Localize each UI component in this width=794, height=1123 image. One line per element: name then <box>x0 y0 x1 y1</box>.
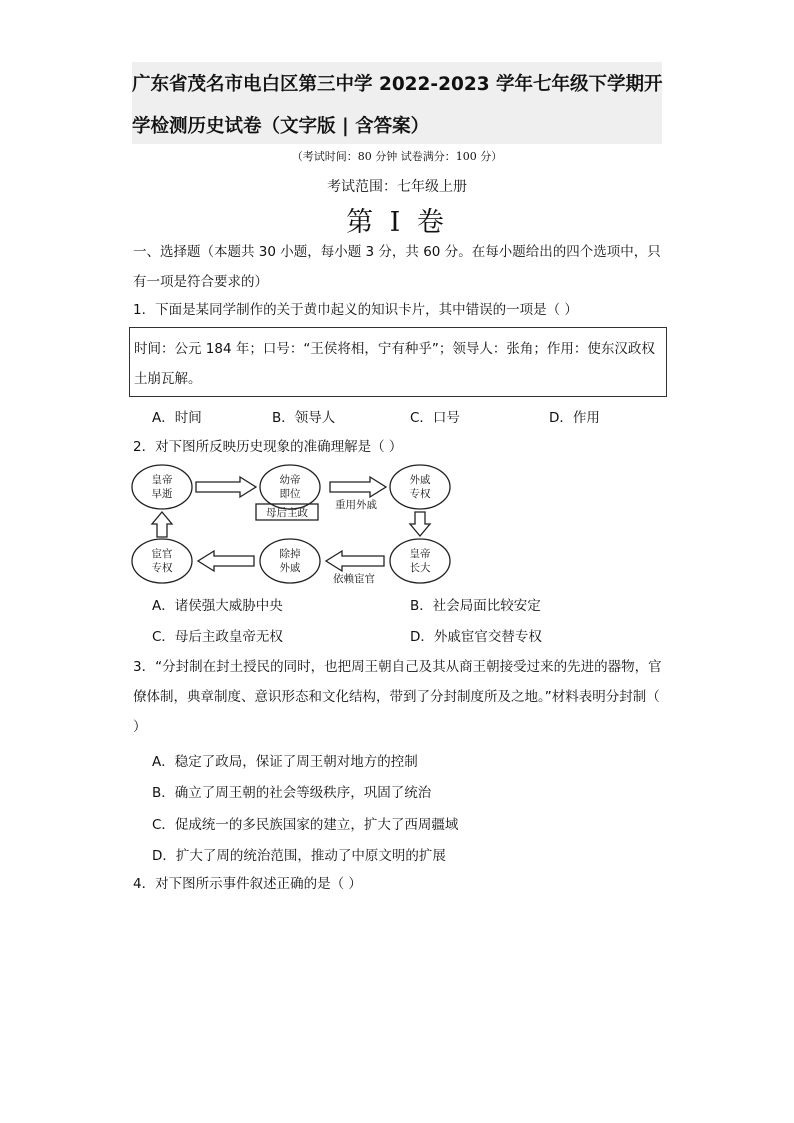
node-consort-power <box>390 465 450 509</box>
exam-info: （考试时间：80 分钟 试卷满分：100 分） <box>291 150 503 163</box>
arrow-5-to-6 <box>198 551 254 571</box>
section-instruction: 一、选择题（本题共 30 小题，每小题 3 分，共 60 分。在每小题给出的四个选项中，只有一项是符合要求的） <box>133 244 661 290</box>
node-remove-consort <box>260 539 320 583</box>
node-emperor-dies <box>132 465 192 509</box>
arrow-4-to-5 <box>326 551 384 571</box>
node4-line2: 长大 <box>409 562 431 574</box>
q3-option-c: C．促成统一的多民族国家的建立，扩大了西周疆域 <box>152 817 459 833</box>
arrow-label-bottom: 依赖宦官 <box>333 573 375 585</box>
q2-option-d: D．外戚宦官交替专权 <box>410 629 542 645</box>
node-emperor-grows <box>390 539 450 583</box>
q1-option-a: A．时间 <box>152 410 202 426</box>
arrow-3-to-4 <box>410 512 430 536</box>
q1-option-d: D．作用 <box>549 410 600 426</box>
node-eunuch-power <box>132 539 192 583</box>
exam-scope: 考试范围：七年级上册 <box>327 179 467 195</box>
question-4-stem: 4．对下图所示事件叙述正确的是（ ） <box>133 876 362 892</box>
node5-line2: 外戚 <box>279 562 301 574</box>
node2-line2: 即位 <box>279 488 301 500</box>
node4-line1: 皇帝 <box>409 548 431 560</box>
node3-line1: 外戚 <box>409 474 431 486</box>
question-2-stem: 2．对下图所反映历史现象的准确理解是（ ） <box>133 439 403 455</box>
node5-line1: 除掉 <box>279 548 301 560</box>
q2-option-c: C．母后主政皇帝无权 <box>152 629 283 645</box>
node6-line1: 宦官 <box>151 548 173 560</box>
q2-option-b: B．社会局面比较安定 <box>410 598 541 614</box>
question-3-stem: 3．“分封制在封土授民的同时，也把周王朝自己及其从商王朝接受过来的先进的器物，官僚体制，典章制度、意识形态和文化结构，带到了分封制度所及之地。”材料表明分封制（ ） <box>133 659 662 735</box>
q2-option-a: A．诸侯强大威胁中央 <box>152 598 283 614</box>
q1-option-b: B．领导人 <box>272 410 336 426</box>
q1-option-c: C．口号 <box>410 410 460 426</box>
node2-line1: 幼帝 <box>279 474 301 486</box>
volume-heading: 第 I 卷 <box>346 207 448 238</box>
node2-box-label: 母后主政 <box>266 507 308 519</box>
question-1-stem: 1．下面是某同学制作的关于黄巾起义的知识卡片，其中错误的一项是（ ） <box>133 302 578 318</box>
node6-line2: 专权 <box>151 562 173 574</box>
node1-line1: 皇帝 <box>151 474 173 486</box>
arrow-label-top: 重用外戚 <box>335 499 377 511</box>
arrow-6-to-1 <box>152 512 172 537</box>
page-title: 广东省茂名市电白区第三中学 2022-2023 学年七年级下学期开学检测历史试卷（文字版 | 含答案） <box>132 74 663 137</box>
knowledge-card <box>129 327 667 397</box>
arrow-2-to-3 <box>330 477 386 497</box>
node3-line2: 专权 <box>409 488 431 500</box>
q3-option-d: D．扩大了周的统治范围，推动了中原文明的扩展 <box>152 848 446 864</box>
knowledge-card-text: 时间：公元 184 年；口号：“王侯将相，宁有种乎”；领导人：张角；作用：使东汉政权土崩瓦解。 <box>134 341 655 387</box>
q3-option-a: A．稳定了政局，保证了周王朝对地方的控制 <box>152 754 418 770</box>
flow-diagram <box>130 462 460 586</box>
node-child-emperor <box>260 465 320 509</box>
arrow-1-to-2 <box>196 477 256 497</box>
q3-option-b: B．确立了周王朝的社会等级秩序，巩固了统治 <box>152 785 432 801</box>
node1-line2: 早逝 <box>151 488 173 500</box>
